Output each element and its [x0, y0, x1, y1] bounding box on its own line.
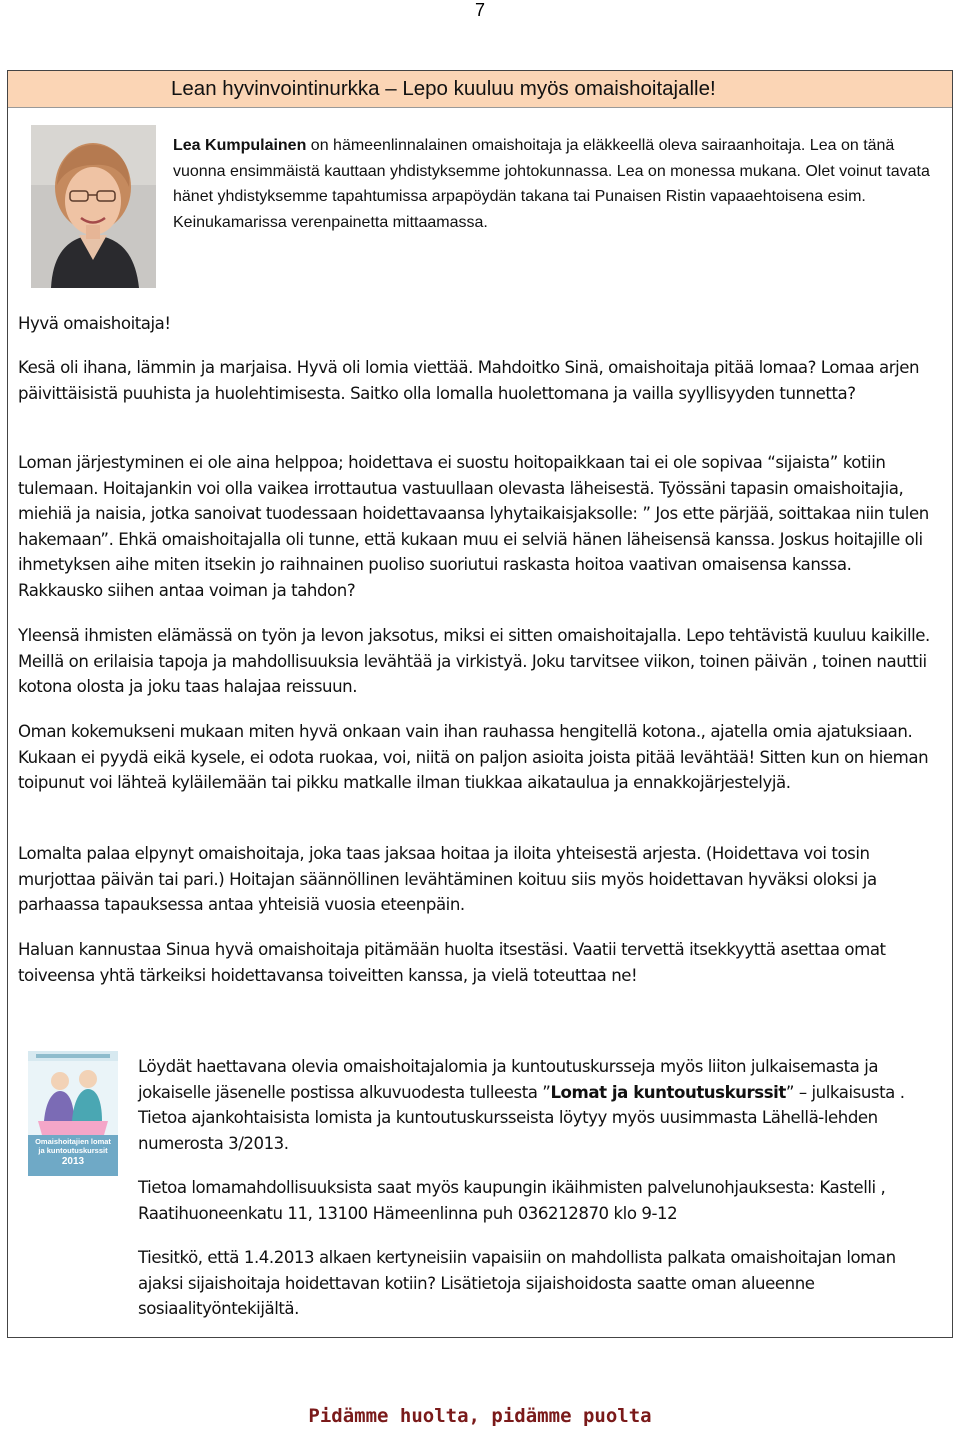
intro-text: on hämeenlinnalainen omaishoitaja ja eläkkeellä oleva sairaanhoitaja. Lea on tänä vuonna ensimmäistä kauttaan yhdistyksemme johtokunnassa. Lea on monessa mukana. Olet voinut tavata hänet yhdistyksemme tapahtumissa arpapöydän takana tai Punaisen Ristin vapaaehtoisena esim. Keinukamarissa verenpainetta mittaamassa.	[173, 137, 930, 231]
info-paragraph-2: Tietoa lomamahdollisuuksista saat myös kaupungin ikäihmisten palvelunohjauksesta: Kastelli , Raatihuoneenkatu 11, 13100 Hämeenlinna puh 036212870 klo 9-12	[138, 1178, 886, 1223]
brochure-title-line1: Omaishoitajien lomat	[35, 1137, 111, 1146]
info-paragraph-1	[138, 1054, 928, 1156]
portrait-photo	[31, 125, 156, 288]
footer-slogan: Pidämme huolta, pidämme puolta	[308, 1405, 652, 1427]
paragraph-3: Yleensä ihmisten elämässä on työn ja levon jaksotus, miksi ei sitten omaishoitajalla. Lepo tehtävistä kuuluu kaikille. Meillä on erilaisia tapoja ja mahdollisuuksia levähtää ja virkistyä. Joku tarvitsee viikon, toinen päivän , toinen nauttii kotona olosta ja joku taas halajaa reissuun.	[18, 626, 930, 697]
publication-title: Lomat ja kuntoutuskurssit	[550, 1082, 786, 1102]
brochure-cover-image	[28, 1051, 118, 1176]
intro-paragraph	[173, 133, 933, 235]
paragraph-2: Loman järjestyminen ei ole aina helppoa; hoidettava ei suostu hoitopaikkaan tai ei ole sopivaa “sijaista” kotiin tulemaan. Hoitajankin voi olla vaikea irrottautua vastuullaan olevasta läheisestä. Työssäni tapasin omaishoitajia, miehiä ja naisia, jotka sanoivat tuodessaan hoidettavaansa lyhytaikaisjaksolle: ” Jos ette pärjää, soittakaa niin tulen hakemaan”. Ehkä omaishoitajalla oli tunne, että kukaan muu ei selviä hänen läheisensä kanssa. Joskus hoitajille oli ihmetyksen aihe miten itsekin jo raihnainen puoliso suoriutui raskasta hoitoa vaativan omaisensa kanssa. Rakkausko siihen antaa voiman ja tahdon?	[18, 453, 929, 600]
title-bar	[8, 71, 952, 108]
greeting: Hyvä omaishoitaja!	[18, 314, 171, 333]
paragraph-1: Kesä oli ihana, lämmin ja marjaisa. Hyvä oli lomia viettää. Mahdoitko Sinä, omaishoitaja pitää lomaa? Lomaa arjen päivittäisistä puuhista ja huolehtimisesta. Saitko olla lomalla huolettomana ja vailla syyllisyyden tunnetta?	[18, 358, 920, 403]
paragraph-6: Haluan kannustaa Sinua hyvä omaishoitaja pitämään huolta itsestäsi. Vaatii tervettä itsekkyyttä asettaa omat toiveensa yhtä tärkeiksi hoidettavansa toiveitten kanssa, ja vielä toteuttaa ne!	[18, 940, 886, 985]
brochure-title-line2: ja kuntoutuskurssit	[38, 1146, 108, 1155]
info-p1-before: Löydät haettavana olevia omaishoitajalomia ja kuntoutuskursseja myös liiton julkaisemasta ja jokaiselle jäsenelle postissa alkuvuodesta tulleesta ”	[138, 1057, 879, 1102]
info-p1-after: ” – julkaisusta . Tietoa ajankohtaisista lomista ja kuntoutuskursseista löytyy myös uusimmasta Lähellä-lehden numerosta 3/2013.	[138, 1082, 905, 1153]
intro-name: Lea Kumpulainen	[173, 137, 307, 154]
info-paragraph-3: Tiesitkö, että 1.4.2013 alkaen kertyneisiin vapaisiin on mahdollista palkata omaishoitajan loman ajaksi sijaishoitaja hoidettavan kotiin? Lisätietoja sijaishoidosta saatte oman alueenne sosiaalityöntekijältä.	[138, 1248, 896, 1319]
article-frame	[7, 70, 953, 1338]
page-number: 7	[474, 0, 485, 20]
paragraph-4: Oman kokemukseni mukaan miten hyvä onkaan vain ihan rauhassa hengitellä kotona., ajatella omia ajatuksiaan. Kukaan ei pyydä eikä kysele, ei odota ruokaa, voi, niitä on paljon asioita joista pitää levähtää! Sitten kun on hieman toipunut voi lähteä kyläilemään tai pikku matkalle ilman tiukkaa aikataulua ja ennakkojärjestelyjä.	[18, 722, 929, 793]
paragraph-5: Lomalta palaa elpynyt omaishoitaja, joka taas jaksaa hoitaa ja iloita yhteisestä arjesta. (Hoidettava voi tosin murjottaa päivän tai pari.) Hoitajan säännöllinen levähtäminen koituu siis myös hoidettavan hyväksi oloksi ja parhaassa tapauksessa antaa yhteisiä vuosia eteenpäin.	[18, 844, 877, 915]
article-title: Lean hyvinvointinurkka – Lepo kuuluu myös omaishoitajalle!	[171, 77, 716, 100]
brochure-year: 2013	[61, 1156, 85, 1167]
